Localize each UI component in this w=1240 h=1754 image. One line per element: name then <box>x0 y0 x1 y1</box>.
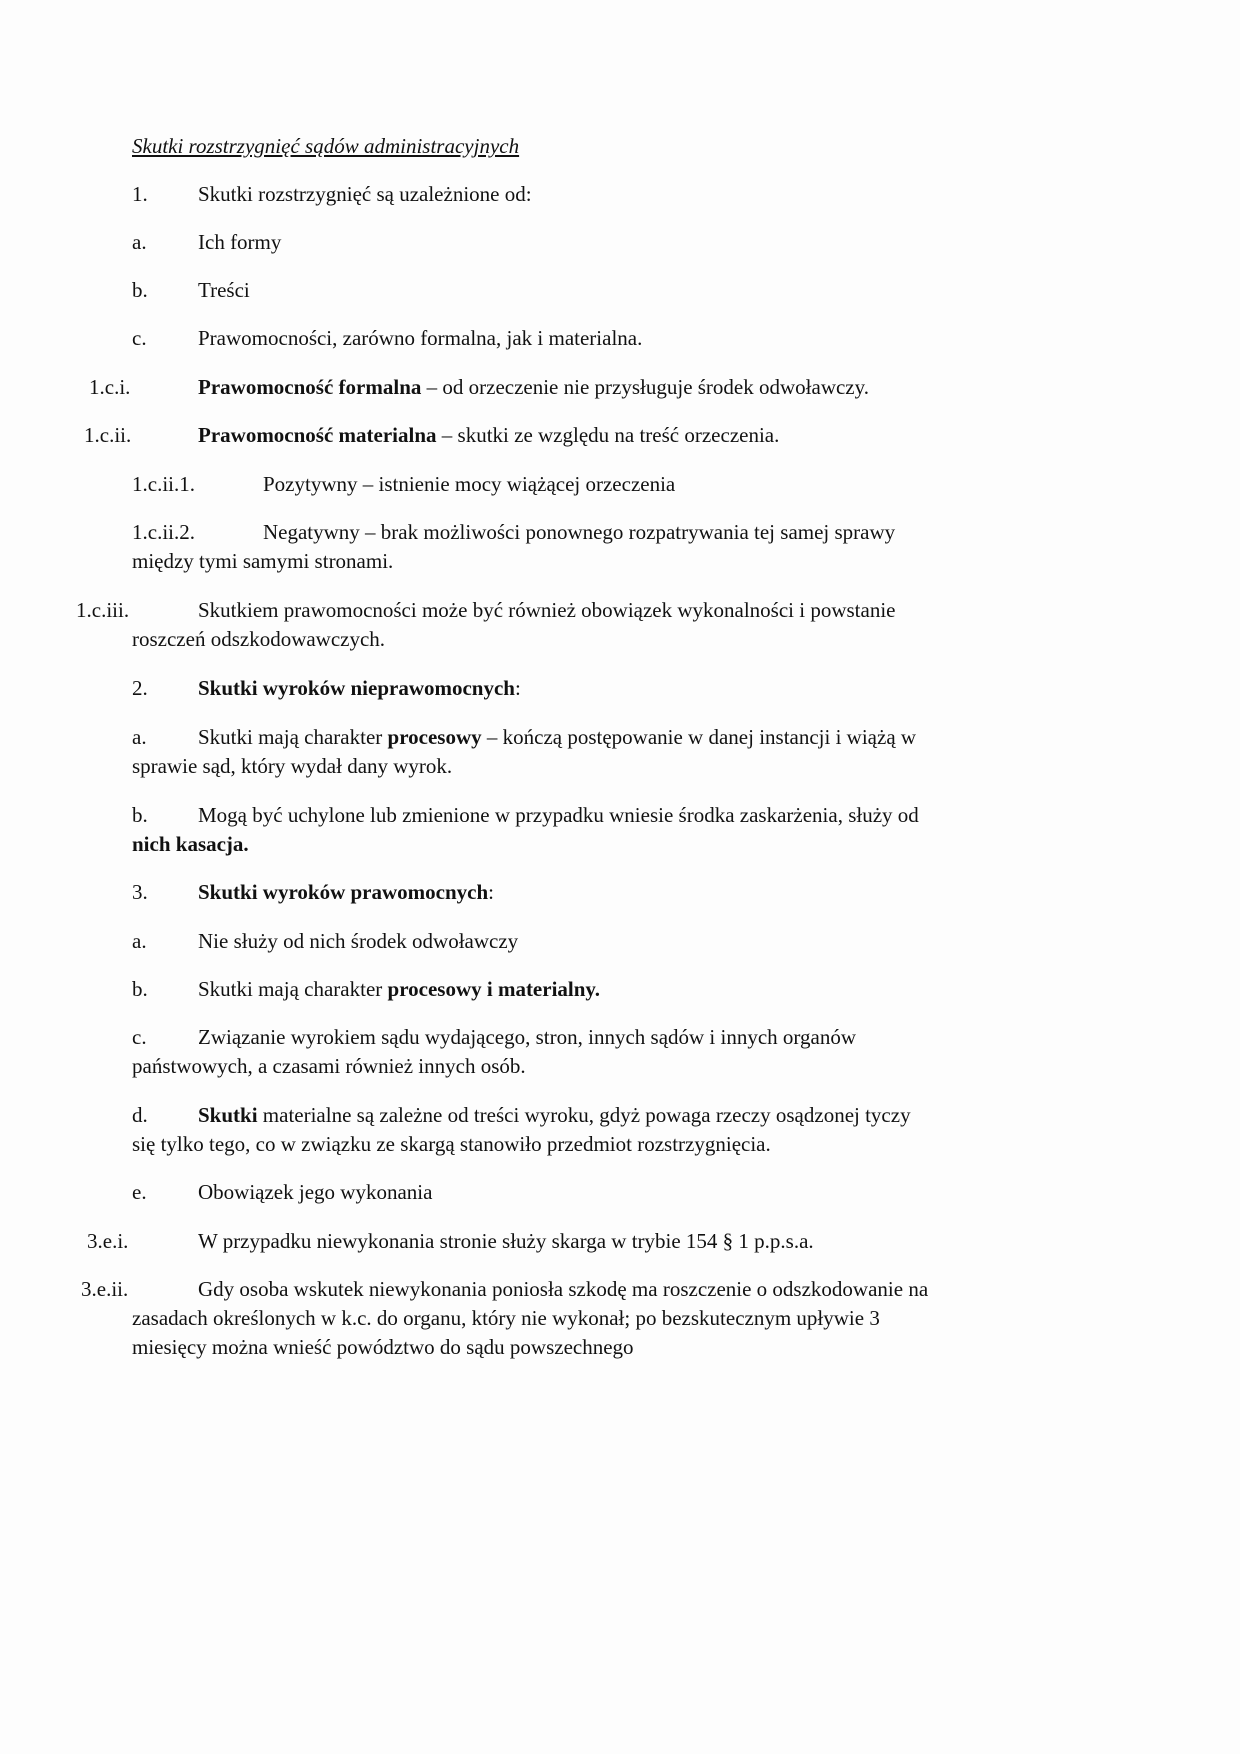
bold-term: Prawomocność formalna <box>198 375 422 399</box>
list-label: 2. <box>132 676 148 700</box>
list-label: a. <box>132 725 147 749</box>
section-heading <box>198 676 521 700</box>
list-item-text <box>198 977 600 1001</box>
text-segment: – kończą postępowanie w danej instancji i wiążą w <box>481 725 917 749</box>
list-item-text: Pozytywny – istnienie mocy wiążącej orzeczenia <box>263 472 676 496</box>
list-item-text: Skutki rozstrzygnięć są uzależnione od: <box>198 182 532 206</box>
heading-suffix: : <box>515 676 521 700</box>
list-item-text: Mogą być uchylone lub zmienione w przypadku wniesie środka zaskarżenia, służy od <box>198 803 919 827</box>
heading-text: Skutki wyroków nieprawomocnych <box>198 676 515 700</box>
list-item-continuation: zasadach określonych w k.c. do organu, który nie wykonał; po bezskutecznym upływie 3 <box>132 1306 880 1330</box>
list-label: 1.c.ii.2. <box>132 520 195 544</box>
list-item-continuation: sprawie sąd, który wydał dany wyrok. <box>132 754 453 778</box>
bold-term: Prawomocność materialna <box>198 423 437 447</box>
list-label: b. <box>132 977 148 1001</box>
bold-term: procesowy <box>387 725 482 749</box>
list-item-text: Związanie wyrokiem sądu wydającego, stron, innych sądów i innych organów <box>198 1025 857 1049</box>
list-item-text: Nie służy od nich środek odwoławczy <box>198 929 519 953</box>
list-item-continuation: nich kasacja. <box>132 832 249 856</box>
text-segment: . <box>594 977 601 1001</box>
list-label: b. <box>132 803 148 827</box>
heading-suffix: : <box>488 880 494 904</box>
list-label: 3.e.ii. <box>81 1277 129 1301</box>
list-item-continuation: państwowych, a czasami również innych osób. <box>132 1054 526 1078</box>
list-label: 1. <box>132 182 148 206</box>
list-label: a. <box>132 230 147 254</box>
list-item-text: Obowiązek jego wykonania <box>198 1180 433 1204</box>
list-label: d. <box>132 1103 148 1127</box>
list-label: 1.c.ii.1. <box>132 472 195 496</box>
list-item-continuation: roszczeń odszkodowawczych. <box>132 627 386 651</box>
text-segment: Skutki mają charakter <box>198 725 388 749</box>
list-item-text <box>198 423 779 447</box>
list-label: e. <box>132 1180 147 1204</box>
list-item-text: Negatywny – brak możliwości ponownego rozpatrywania tej samej sprawy <box>263 520 896 544</box>
list-item-continuation: miesięcy można wnieść powództwo do sądu powszechnego <box>132 1335 634 1359</box>
text-segment: Skutki mają charakter <box>198 977 388 1001</box>
list-label: c. <box>132 326 147 350</box>
list-label: b. <box>132 278 148 302</box>
document-title: Skutki rozstrzygnięć sądów administracyjnych <box>132 134 520 158</box>
list-label: 3. <box>132 880 148 904</box>
section-heading <box>198 880 494 904</box>
list-item-text: Ich formy <box>198 230 282 254</box>
definition-text: – od orzeczenie nie przysługuje środek odwoławczy. <box>421 375 870 399</box>
list-item-text: W przypadku niewykonania stronie służy skarga w trybie 154 § 1 p.p.s.a. <box>198 1229 814 1253</box>
list-item-continuation: między tymi samymi stronami. <box>132 549 394 573</box>
bold-term: procesowy i materialny <box>387 977 595 1001</box>
list-item-text <box>198 725 916 749</box>
list-item-text: Skutkiem prawomocności może być również obowiązek wykonalności i powstanie <box>198 598 896 622</box>
list-item-text: Gdy osoba wskutek niewykonania poniosła szkodę ma roszczenie o odszkodowanie na <box>198 1277 929 1301</box>
list-label: 1.c.ii. <box>84 423 132 447</box>
list-label: c. <box>132 1025 147 1049</box>
list-label: a. <box>132 929 147 953</box>
list-item-text <box>198 1103 911 1127</box>
text-segment: materialne są zależne od treści wyroku, gdyż powaga rzeczy osądzonej tyczy <box>257 1103 911 1127</box>
list-label: 3.e.i. <box>87 1229 129 1253</box>
list-item-continuation: się tylko tego, co w związku ze skargą stanowiło przedmiot rozstrzygnięcia. <box>132 1132 771 1156</box>
bold-term: Skutki <box>198 1103 258 1127</box>
list-item-text <box>198 375 869 399</box>
list-label: 1.c.iii. <box>76 598 130 622</box>
list-item-text: Prawomocności, zarówno formalna, jak i materialna. <box>198 326 643 350</box>
list-item-text: Treści <box>198 278 250 302</box>
list-label: 1.c.i. <box>89 375 131 399</box>
heading-text: Skutki wyroków prawomocnych <box>198 880 489 904</box>
definition-text: – skutki ze względu na treść orzeczenia. <box>436 423 780 447</box>
